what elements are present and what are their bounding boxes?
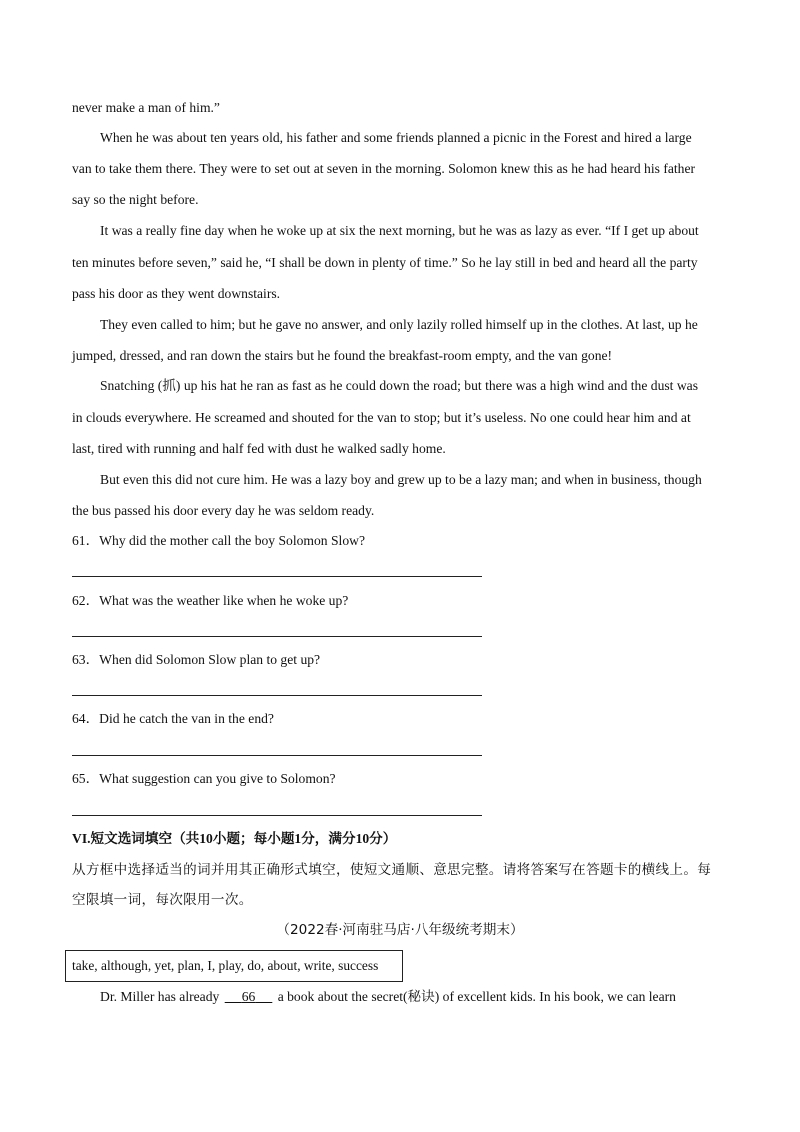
passage-line: van to take them there. They were to set out at seven in the morning. Solomon knew this as he had heard his father: [72, 161, 696, 176]
word-box: take, although, yet, plan, I, play, do, about, write, success: [65, 950, 403, 982]
question-62: 62．What was the weather like when he woke up?: [72, 593, 349, 608]
answer-line-65[interactable]: [72, 815, 482, 816]
question-64: 64．Did he catch the van in the end?: [72, 711, 274, 726]
passage-line: When he was about ten years old, his father and some friends planned a picnic in the Forest and hired a large: [100, 130, 692, 145]
answer-line-61[interactable]: [72, 576, 482, 577]
passage-line: They even called to him; but he gave no answer, and only lazily rolled himself up in the clothes. At last, up he: [100, 317, 698, 332]
section-instruction: 空限填一词，每次限用一次。: [72, 892, 253, 908]
passage-line: say so the night before.: [72, 192, 199, 207]
passage-line: It was a really fine day when he woke up at six the next morning, but he was as lazy as ever. “If I get up about: [100, 223, 699, 238]
passage-line: pass his door as they went downstairs.: [72, 286, 281, 301]
answer-line-64[interactable]: [72, 755, 482, 756]
answer-line-63[interactable]: [72, 695, 482, 696]
question-63: 63．When did Solomon Slow plan to get up?: [72, 652, 321, 667]
passage-line: But even this did not cure him. He was a lazy boy and grew up to be a lazy man; and when in business, though: [100, 472, 702, 487]
passage-line: never make a man of him.”: [72, 100, 220, 115]
passage-line: the bus passed his door every day he was seldom ready.: [72, 503, 375, 518]
passage-line: ten minutes before seven,” said he, “I shall be down in plenty of time.” So he lay still in bed and heard all the party: [72, 255, 698, 270]
passage-line: jumped, dressed, and ran down the stairs but he found the breakfast-room empty, and the van gone!: [72, 348, 613, 363]
cloze-blank-66[interactable]: [223, 987, 275, 1007]
passage-line: last, tired with running and half fed with dust he walked sadly home.: [72, 441, 446, 456]
answer-line-62[interactable]: [72, 636, 482, 637]
passage-line: in clouds everywhere. He screamed and shouted for the van to stop; but it’s useless. No one could hear him and at: [72, 410, 691, 425]
cloze-text-after: a book about the secret(秘诀) of excellent kids. In his book, we can learn: [277, 989, 676, 1004]
question-65: 65．What suggestion can you give to Solomon?: [72, 771, 336, 786]
blank-number: 66: [241, 989, 256, 1004]
section-instruction: 从方框中选择适当的词并用其正确形式填空，使短文通顺、意思完整。请将答案写在答题卡的横线上。每: [72, 862, 712, 878]
section-title: VI.短文选词填空（共10小题；每小题1分，满分10分）: [72, 831, 397, 846]
cloze-line: [100, 987, 732, 1007]
cloze-text-before: Dr. Miller has already: [100, 989, 220, 1004]
passage-line: Snatching (抓) up his hat he ran as fast as he could down the road; but there was a high wind and the dust was: [100, 378, 698, 393]
source-note: （2022春·河南驻马店·八年级统考期末）: [276, 922, 524, 938]
question-61: 61．Why did the mother call the boy Solomon Slow?: [72, 533, 365, 548]
